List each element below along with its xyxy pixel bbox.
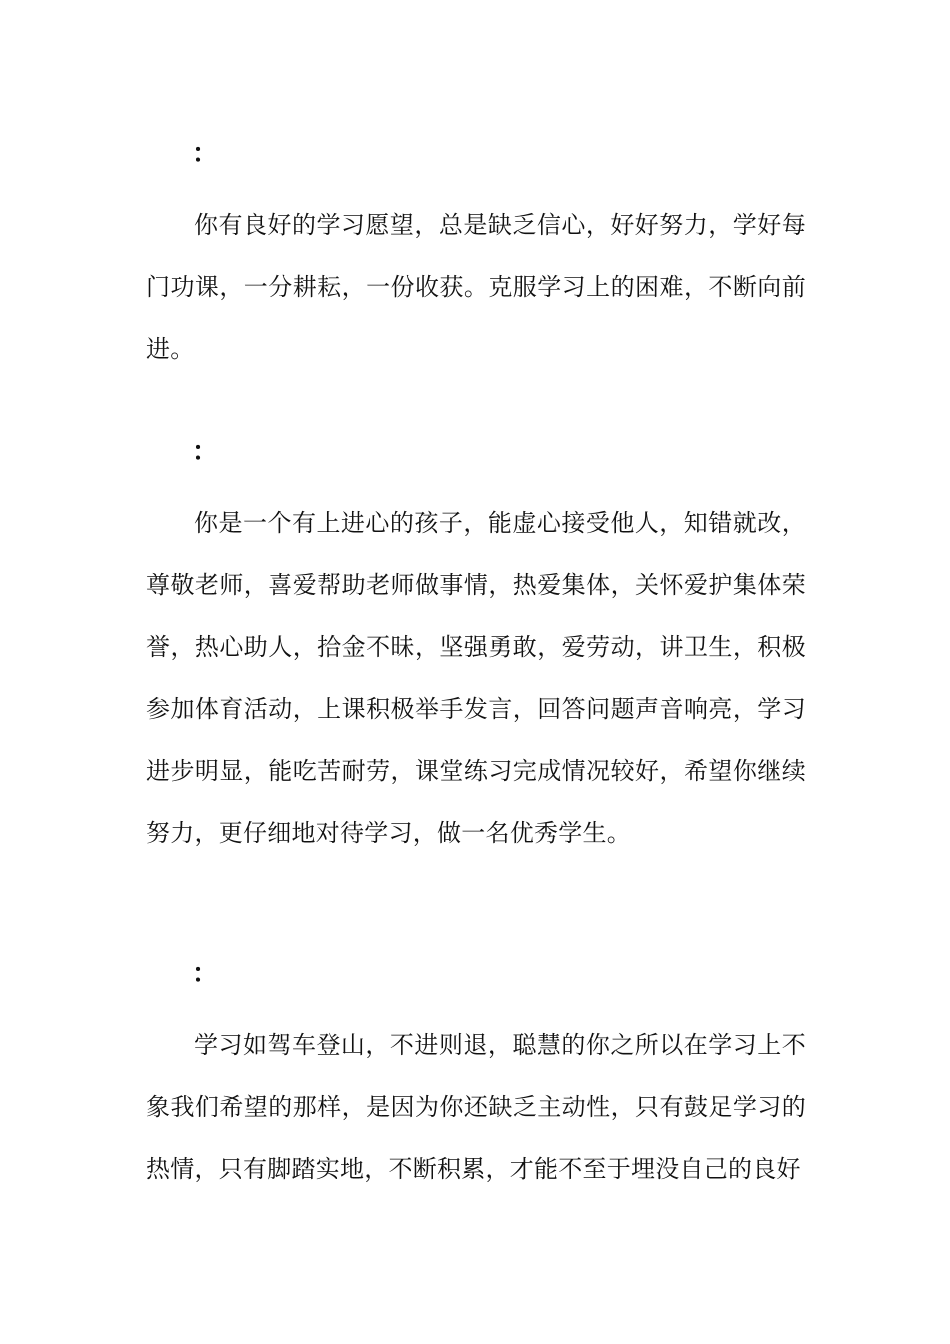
comment-paragraph-1: 你有良好的学习愿望，总是缺乏信心，好好努力，学好每门功课，一分耕耘，一份收获。克服学习上的困难，不断向前进。 bbox=[146, 211, 806, 363]
comment-paragraph-2: 你是一个有上进心的孩子，能虚心接受他人，知错就改，尊敬老师，喜爱帮助老师做事情，热爱集体，关怀爱护集体荣誉，热心助人，拾金不昧，坚强勇敢，爱劳动，讲卫生，积极参加体育活动，上课积极举手发言，回答问题声音响亮，学习进步明显，能吃苦耐劳，课堂练习完成情况较好，希望你继续努力，更仔细地对待学习，做一名优秀学生。 bbox=[146, 509, 806, 847]
section-label-2: ： bbox=[192, 437, 219, 467]
section-label-3: ： bbox=[192, 959, 219, 989]
comment-paragraph-3: 学习如驾车登山，不进则退，聪慧的你之所以在学习上不象我们希望的那样，是因为你还缺乏主动性，只有鼓足学习的热情，只有脚踏实地，不断积累，才能不至于埋没自己的良好 bbox=[146, 1031, 806, 1183]
section-label-1: ： bbox=[192, 139, 219, 169]
